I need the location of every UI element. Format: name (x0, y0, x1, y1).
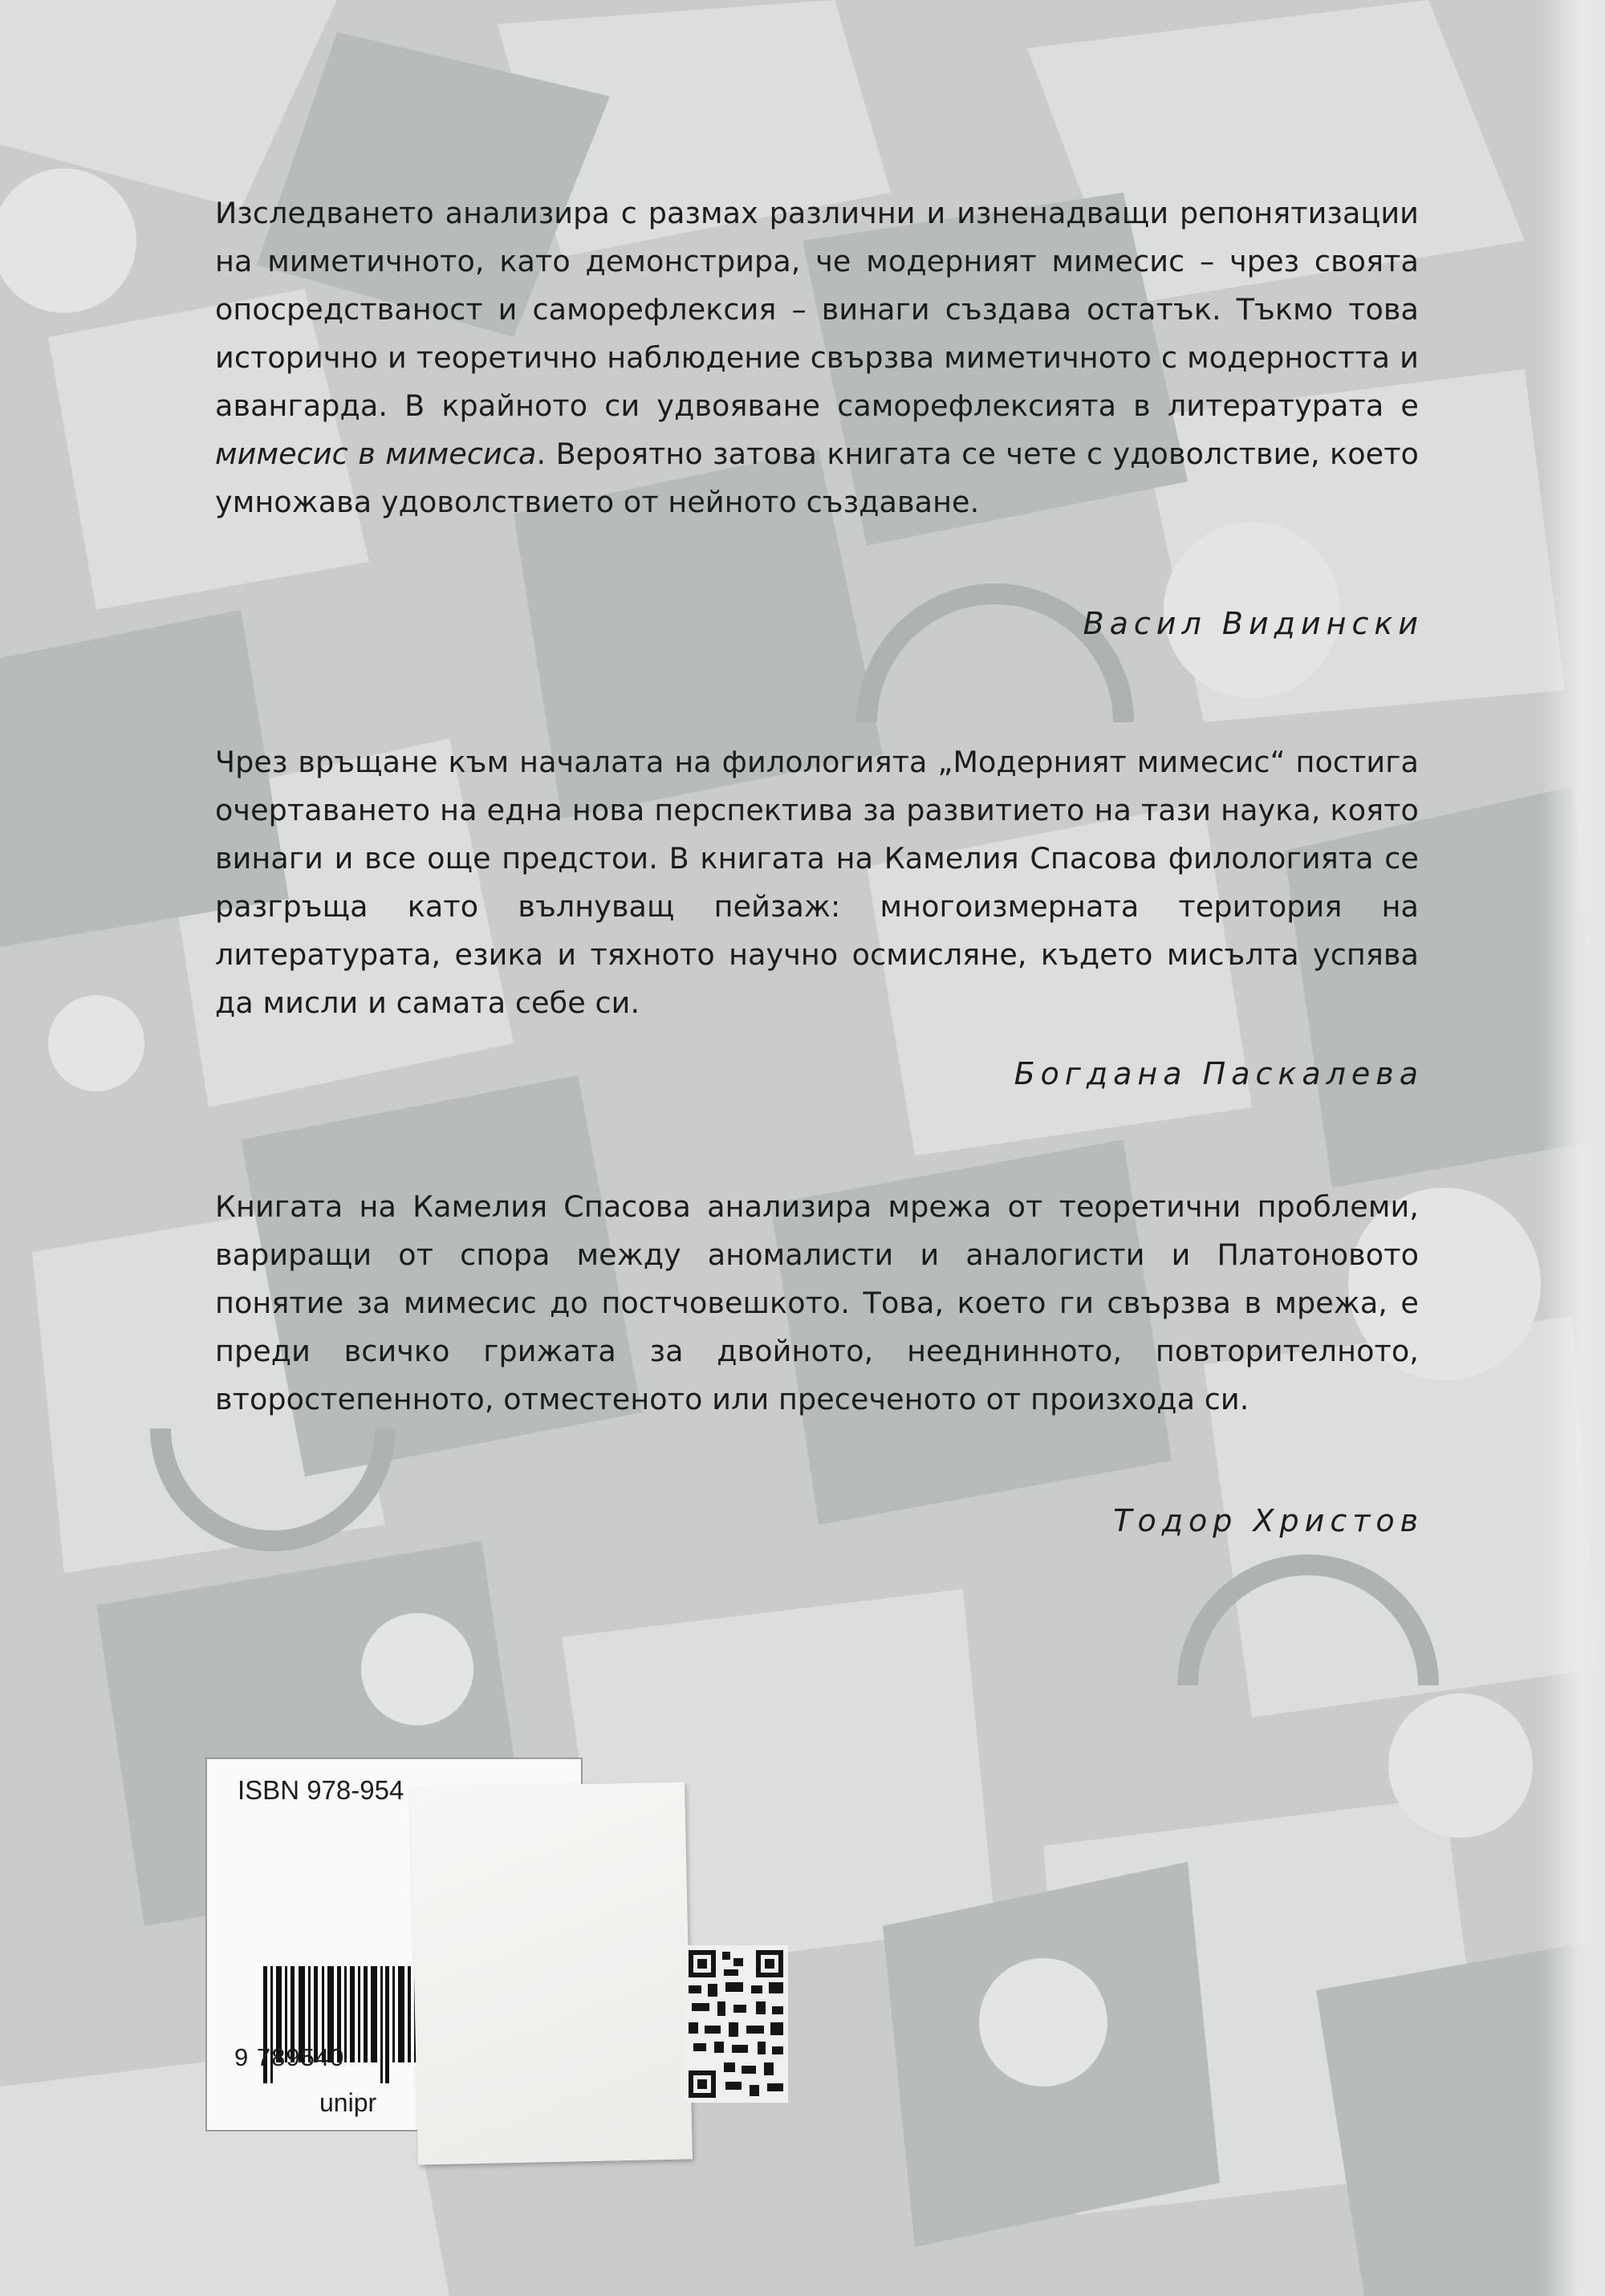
author-vidinski: Васил Видински (1083, 606, 1424, 641)
blurb-paskaleva-text: Чрез връщане към началата на филологията „Модерният мимесис“ постига очертаването на една нова перспектива за развитието на тази наука, която винаги и все още предстои. В книгата на Камелия Спасова филологията се разгръща като вълнуващ пейзаж: многоизмерната територия на литературата, езика и тяхното научно осмисляне, където мисълта успява да мисли и самата себе си. (215, 745, 1419, 1020)
author-paskaleva: Богдана Паскалева (1014, 1056, 1424, 1091)
blurb-hristov-text: Книгата на Камелия Спасова анализира мрежа от теоретични проблеми, вариращи от спора между аномалисти и аналогисти и Платоновото понятие за мимесис до постчовешкото. Това, което ги свързва в мрежа, е преди всичко грижата за двойното, нееднинното, повторителното, второстепенното, отместеното или пресеченото от произхода си. (215, 1189, 1419, 1416)
author-hristov: Тодор Христов (1113, 1503, 1424, 1538)
price-sticker (410, 1782, 693, 2164)
cover-edge-highlight (1541, 0, 1605, 2296)
qr-code-icon (684, 1945, 788, 2103)
blurb-paskaleva (215, 738, 1419, 1027)
blurb-vidinski (215, 189, 1419, 526)
blurb-vidinski-text: Изследването анализира с размах различни и изненадващи репонятизации на миметичното, като демонстрира, че модерният мимесис – чрез своята опосредстваност и саморефлексия – винаги създава остатък. Тъкмо това исторично и теоретично наблюдение свързва миметичното с модерността и авангарда. В крайното си удвояване саморефлексията в литературата е мимесис в мимесиса. Вероятно затова книгата се чете с удоволствие, което умножава удоволствието от нейното създаване. (215, 196, 1419, 519)
blurb-hristov (215, 1183, 1419, 1424)
barcode-digits: 9 789540 (234, 2043, 345, 2071)
blurb-vidinski-emphasis: мимесис в мимесиса (215, 437, 537, 471)
isbn-label: ISBN 978-954 (238, 1775, 404, 1805)
publisher-name: unipr (319, 2088, 377, 2117)
